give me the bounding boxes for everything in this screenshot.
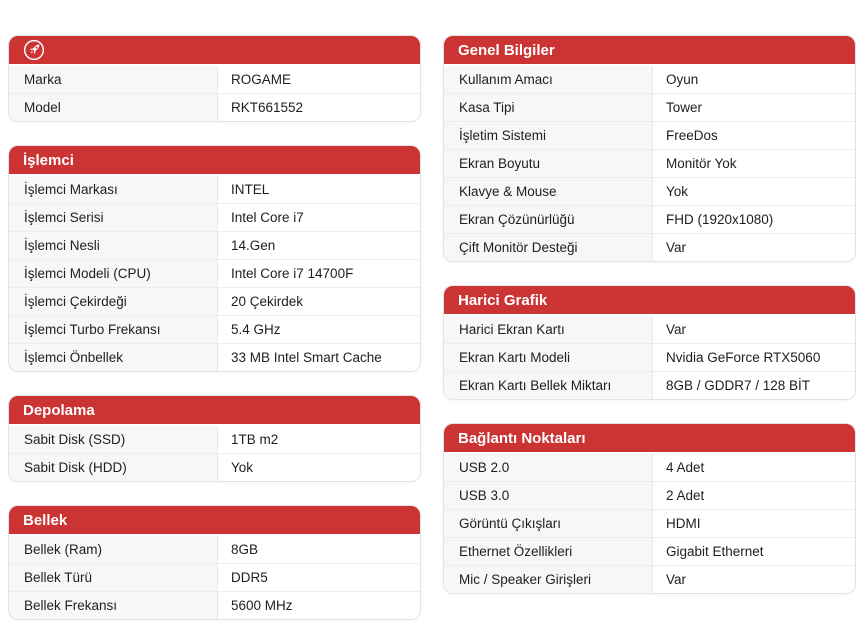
spec-label: Sabit Disk (HDD): [9, 454, 218, 481]
left-column: [8, 35, 421, 640]
spec-value: 8GB / GDDR7 / 128 BİT: [653, 372, 855, 399]
spec-row: [9, 316, 420, 344]
spec-row: [444, 372, 855, 399]
spec-value: Oyun: [653, 66, 855, 93]
spec-value: Yok: [218, 454, 420, 481]
spec-row: [9, 288, 420, 316]
spec-row: [9, 204, 420, 232]
spec-row: [444, 234, 855, 261]
spec-rows: [9, 66, 420, 121]
spec-row: [444, 94, 855, 122]
spec-row: [9, 426, 420, 454]
spec-row: [9, 564, 420, 592]
spec-row: [444, 510, 855, 538]
spec-label: USB 2.0: [444, 454, 653, 481]
rocket-circle-icon: [23, 39, 45, 61]
spec-value: Nvidia GeForce RTX5060: [653, 344, 855, 371]
spec-table-title: İşlemci: [23, 151, 74, 169]
spec-value: 2 Adet: [653, 482, 855, 509]
spec-table-product: [8, 35, 421, 122]
spec-value: 5.4 GHz: [218, 316, 420, 343]
spec-value: INTEL: [218, 176, 420, 203]
spec-table-header: [9, 36, 420, 66]
spec-table-title: Genel Bilgiler: [458, 41, 555, 59]
spec-value: Var: [653, 316, 855, 343]
spec-value: 20 Çekirdek: [218, 288, 420, 315]
spec-value: 4 Adet: [653, 454, 855, 481]
spec-row: [9, 454, 420, 481]
spec-rows: [9, 536, 420, 619]
spec-value: Tower: [653, 94, 855, 121]
spec-row: [9, 66, 420, 94]
spec-value: RKT661552: [218, 94, 420, 121]
spec-label: İşlemci Çekirdeği: [9, 288, 218, 315]
spec-table-genel-bilgiler: [443, 35, 856, 262]
spec-row: [9, 536, 420, 564]
spec-row: [9, 260, 420, 288]
spec-label: Ekran Çözünürlüğü: [444, 206, 653, 233]
spec-table-title: Bellek: [23, 511, 68, 529]
spec-table-header: [9, 396, 420, 426]
spec-label: Bellek (Ram): [9, 536, 218, 563]
spec-value: Var: [653, 234, 855, 261]
spec-label: İşlemci Turbo Frekansı: [9, 316, 218, 343]
spec-value: 14.Gen: [218, 232, 420, 259]
spec-table-title: Harici Grafik: [458, 291, 548, 309]
spec-value: 33 MB Intel Smart Cache: [218, 344, 420, 371]
spec-label: Çift Monitör Desteği: [444, 234, 653, 261]
spec-value: HDMI: [653, 510, 855, 537]
spec-label: Görüntü Çıkışları: [444, 510, 653, 537]
spec-row: [9, 232, 420, 260]
spec-label: Kasa Tipi: [444, 94, 653, 121]
spec-table-baglanti-noktalari: [443, 423, 856, 594]
spec-value: FHD (1920x1080): [653, 206, 855, 233]
spec-row: [444, 344, 855, 372]
spec-row: [444, 66, 855, 94]
spec-label: İşlemci Markası: [9, 176, 218, 203]
spec-table-header: [444, 286, 855, 316]
spec-rows: [9, 176, 420, 371]
spec-label: Klavye & Mouse: [444, 178, 653, 205]
spec-row: [9, 176, 420, 204]
spec-label: İşlemci Önbellek: [9, 344, 218, 371]
spec-label: Ekran Boyutu: [444, 150, 653, 177]
spec-row: [9, 344, 420, 371]
spec-label: İşlemci Nesli: [9, 232, 218, 259]
spec-value: 8GB: [218, 536, 420, 563]
spec-row: [444, 482, 855, 510]
spec-value: Gigabit Ethernet: [653, 538, 855, 565]
spec-rows: [9, 426, 420, 481]
spec-row: [444, 454, 855, 482]
spec-label: İşletim Sistemi: [444, 122, 653, 149]
spec-rows: [444, 66, 855, 261]
spec-label: USB 3.0: [444, 482, 653, 509]
spec-label: Sabit Disk (SSD): [9, 426, 218, 453]
spec-value: Monitör Yok: [653, 150, 855, 177]
spec-table-header: [444, 424, 855, 454]
spec-label: Ekran Kartı Modeli: [444, 344, 653, 371]
spec-label: Ekran Kartı Bellek Miktarı: [444, 372, 653, 399]
spec-table-title: Depolama: [23, 401, 95, 419]
spec-table-header: [9, 146, 420, 176]
spec-table-title: Bağlantı Noktaları: [458, 429, 586, 447]
spec-label: Ethernet Özellikleri: [444, 538, 653, 565]
spec-table-depolama: [8, 395, 421, 482]
spec-row: [444, 538, 855, 566]
spec-label: Marka: [9, 66, 218, 93]
spec-rows: [444, 454, 855, 593]
spec-row: [9, 592, 420, 619]
spec-value: Var: [653, 566, 855, 593]
spec-row: [444, 150, 855, 178]
spec-value: FreeDos: [653, 122, 855, 149]
spec-label: Model: [9, 94, 218, 121]
spec-table-header: [9, 506, 420, 536]
spec-label: İşlemci Modeli (CPU): [9, 260, 218, 287]
spec-rows: [444, 316, 855, 399]
spec-value: Yok: [653, 178, 855, 205]
spec-value: Intel Core i7 14700F: [218, 260, 420, 287]
spec-row: [444, 122, 855, 150]
spec-label: Bellek Frekansı: [9, 592, 218, 619]
spec-row: [444, 206, 855, 234]
spec-row: [444, 178, 855, 206]
spec-value: 5600 MHz: [218, 592, 420, 619]
right-column: [443, 35, 856, 640]
spec-row: [9, 94, 420, 121]
spec-row: [444, 316, 855, 344]
spec-label: Mic / Speaker Girişleri: [444, 566, 653, 593]
spec-label: İşlemci Serisi: [9, 204, 218, 231]
spec-value: DDR5: [218, 564, 420, 591]
spec-value: 1TB m2: [218, 426, 420, 453]
spec-table-harici-grafik: [443, 285, 856, 400]
spec-label: Harici Ekran Kartı: [444, 316, 653, 343]
spec-value: Intel Core i7: [218, 204, 420, 231]
spec-table-islemci: [8, 145, 421, 372]
spec-row: [444, 566, 855, 593]
spec-label: Bellek Türü: [9, 564, 218, 591]
spec-table-header: [444, 36, 855, 66]
spec-label: Kullanım Amacı: [444, 66, 653, 93]
spec-value: ROGAME: [218, 66, 420, 93]
spec-table-bellek: [8, 505, 421, 620]
